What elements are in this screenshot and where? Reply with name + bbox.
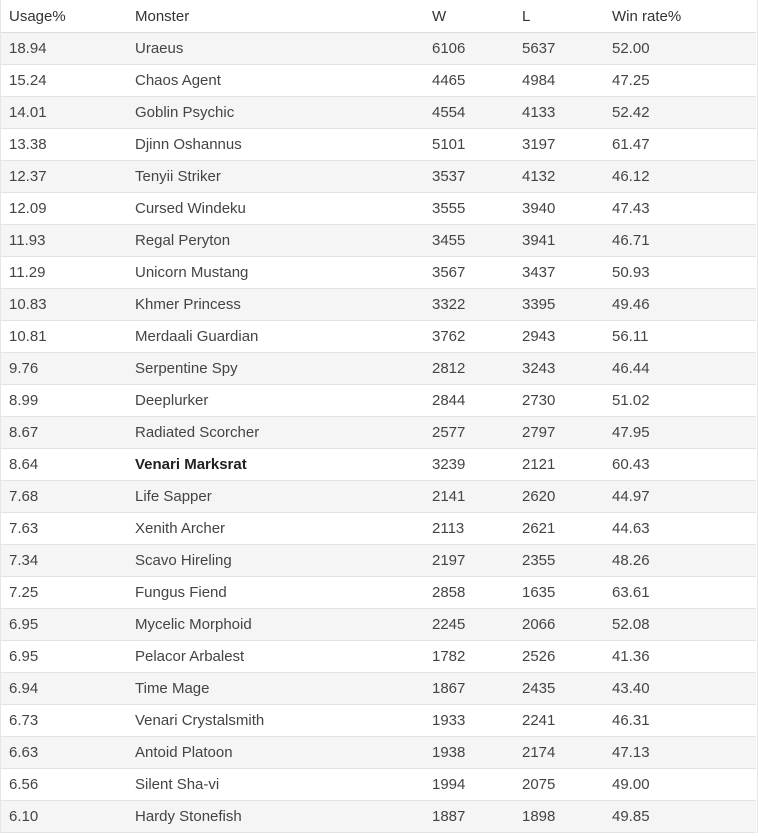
monster-name-cell: Tenyii Striker [127, 161, 424, 193]
win-rate-cell: 48.26 [604, 545, 756, 577]
table-row [1, 545, 756, 577]
usage-cell: 6.73 [1, 705, 127, 737]
losses-cell: 2620 [514, 481, 604, 513]
losses-cell: 1635 [514, 577, 604, 609]
win-rate-cell: 60.43 [604, 449, 756, 481]
wins-cell: 1887 [424, 801, 514, 833]
table-row [1, 129, 756, 161]
losses-cell: 2621 [514, 513, 604, 545]
usage-cell: 13.38 [1, 129, 127, 161]
table-row [1, 161, 756, 193]
win-rate-cell: 52.08 [604, 609, 756, 641]
wins-cell: 3537 [424, 161, 514, 193]
usage-cell: 15.24 [1, 65, 127, 97]
win-rate-cell: 61.47 [604, 129, 756, 161]
losses-cell: 1898 [514, 801, 604, 833]
table-row [1, 705, 756, 737]
win-rate-cell: 51.02 [604, 385, 756, 417]
table-row [1, 513, 756, 545]
wins-cell: 2858 [424, 577, 514, 609]
monster-name-cell: Antoid Platoon [127, 737, 424, 769]
losses-cell: 3940 [514, 193, 604, 225]
wins-cell: 3567 [424, 257, 514, 289]
table-row [1, 449, 756, 481]
monster-name-cell: Goblin Psychic [127, 97, 424, 129]
usage-cell: 8.67 [1, 417, 127, 449]
win-rate-cell: 63.61 [604, 577, 756, 609]
losses-cell: 2797 [514, 417, 604, 449]
usage-cell: 7.68 [1, 481, 127, 513]
win-rate-cell: 52.42 [604, 97, 756, 129]
losses-cell: 3395 [514, 289, 604, 321]
monster-stats-table [1, 0, 756, 833]
win-rate-cell: 56.11 [604, 321, 756, 353]
table-row [1, 801, 756, 833]
win-rate-cell: 46.71 [604, 225, 756, 257]
wins-cell: 1994 [424, 769, 514, 801]
win-rate-cell: 49.85 [604, 801, 756, 833]
monster-name-cell: Time Mage [127, 673, 424, 705]
usage-cell: 7.25 [1, 577, 127, 609]
wins-cell: 2812 [424, 353, 514, 385]
monster-name-cell: Serpentine Spy [127, 353, 424, 385]
monster-name-cell: Khmer Princess [127, 289, 424, 321]
losses-cell: 3941 [514, 225, 604, 257]
table-row [1, 65, 756, 97]
wins-cell: 6106 [424, 33, 514, 65]
wins-cell: 5101 [424, 129, 514, 161]
monster-name-cell: Uraeus [127, 33, 424, 65]
wins-cell: 2844 [424, 385, 514, 417]
column-header-losses[interactable]: L [514, 0, 604, 33]
win-rate-cell: 44.97 [604, 481, 756, 513]
table-row [1, 769, 756, 801]
usage-cell: 12.09 [1, 193, 127, 225]
losses-cell: 5637 [514, 33, 604, 65]
win-rate-cell: 46.12 [604, 161, 756, 193]
wins-cell: 2141 [424, 481, 514, 513]
usage-cell: 10.81 [1, 321, 127, 353]
table-row [1, 193, 756, 225]
usage-cell: 7.63 [1, 513, 127, 545]
table-row [1, 417, 756, 449]
losses-cell: 2121 [514, 449, 604, 481]
losses-cell: 4132 [514, 161, 604, 193]
column-header-usage[interactable]: Usage% [1, 0, 127, 33]
wins-cell: 2245 [424, 609, 514, 641]
monster-name-cell: Djinn Oshannus [127, 129, 424, 161]
losses-cell: 2241 [514, 705, 604, 737]
monster-name-cell: Fungus Fiend [127, 577, 424, 609]
monster-name-cell: Radiated Scorcher [127, 417, 424, 449]
wins-cell: 3555 [424, 193, 514, 225]
win-rate-cell: 47.25 [604, 65, 756, 97]
column-header-wins[interactable]: W [424, 0, 514, 33]
wins-cell: 2577 [424, 417, 514, 449]
wins-cell: 1933 [424, 705, 514, 737]
losses-cell: 2174 [514, 737, 604, 769]
usage-cell: 7.34 [1, 545, 127, 577]
win-rate-cell: 41.36 [604, 641, 756, 673]
monster-name-cell: Mycelic Morphoid [127, 609, 424, 641]
win-rate-cell: 44.63 [604, 513, 756, 545]
table-row [1, 33, 756, 65]
win-rate-cell: 46.31 [604, 705, 756, 737]
wins-cell: 3322 [424, 289, 514, 321]
monster-name-cell: Life Sapper [127, 481, 424, 513]
usage-cell: 6.56 [1, 769, 127, 801]
table-row [1, 257, 756, 289]
table-row [1, 385, 756, 417]
losses-cell: 2075 [514, 769, 604, 801]
win-rate-cell: 50.93 [604, 257, 756, 289]
monster-name-cell: Chaos Agent [127, 65, 424, 97]
usage-cell: 6.95 [1, 641, 127, 673]
usage-cell: 6.95 [1, 609, 127, 641]
losses-cell: 2526 [514, 641, 604, 673]
table-row [1, 289, 756, 321]
monster-name-cell: Regal Peryton [127, 225, 424, 257]
win-rate-cell: 49.00 [604, 769, 756, 801]
usage-cell: 11.93 [1, 225, 127, 257]
monster-name-cell: Hardy Stonefish [127, 801, 424, 833]
usage-cell: 11.29 [1, 257, 127, 289]
win-rate-cell: 49.46 [604, 289, 756, 321]
monster-name-cell: Silent Sha-vi [127, 769, 424, 801]
column-header-win-rate[interactable]: Win rate% [604, 0, 756, 33]
table-row [1, 97, 756, 129]
header-row [1, 0, 756, 33]
wins-cell: 1938 [424, 737, 514, 769]
win-rate-cell: 43.40 [604, 673, 756, 705]
table-header [1, 0, 756, 33]
wins-cell: 3455 [424, 225, 514, 257]
table-row [1, 673, 756, 705]
table-row [1, 321, 756, 353]
losses-cell: 4984 [514, 65, 604, 97]
wins-cell: 3762 [424, 321, 514, 353]
wins-cell: 1782 [424, 641, 514, 673]
monster-name-cell: Deeplurker [127, 385, 424, 417]
monster-name-cell: Merdaali Guardian [127, 321, 424, 353]
table-row [1, 577, 756, 609]
losses-cell: 3243 [514, 353, 604, 385]
monster-name-cell: Pelacor Arbalest [127, 641, 424, 673]
win-rate-cell: 47.43 [604, 193, 756, 225]
losses-cell: 3437 [514, 257, 604, 289]
table-body [1, 33, 756, 833]
usage-cell: 18.94 [1, 33, 127, 65]
usage-cell: 9.76 [1, 353, 127, 385]
losses-cell: 2943 [514, 321, 604, 353]
monster-name-cell: Xenith Archer [127, 513, 424, 545]
wins-cell: 4465 [424, 65, 514, 97]
usage-cell: 10.83 [1, 289, 127, 321]
usage-cell: 12.37 [1, 161, 127, 193]
monster-name-cell: Venari Marksrat [127, 449, 424, 481]
table-row [1, 737, 756, 769]
losses-cell: 2355 [514, 545, 604, 577]
monster-name-cell: Scavo Hireling [127, 545, 424, 577]
usage-cell: 6.63 [1, 737, 127, 769]
wins-cell: 2197 [424, 545, 514, 577]
win-rate-cell: 52.00 [604, 33, 756, 65]
monster-name-cell: Venari Crystalsmith [127, 705, 424, 737]
win-rate-cell: 46.44 [604, 353, 756, 385]
losses-cell: 2730 [514, 385, 604, 417]
losses-cell: 2066 [514, 609, 604, 641]
usage-cell: 14.01 [1, 97, 127, 129]
table-row [1, 609, 756, 641]
usage-cell: 8.99 [1, 385, 127, 417]
losses-cell: 2435 [514, 673, 604, 705]
table-row [1, 353, 756, 385]
monster-name-cell: Cursed Windeku [127, 193, 424, 225]
win-rate-cell: 47.13 [604, 737, 756, 769]
wins-cell: 1867 [424, 673, 514, 705]
usage-cell: 8.64 [1, 449, 127, 481]
wins-cell: 4554 [424, 97, 514, 129]
table-row [1, 481, 756, 513]
win-rate-cell: 47.95 [604, 417, 756, 449]
wins-cell: 3239 [424, 449, 514, 481]
usage-cell: 6.10 [1, 801, 127, 833]
column-header-monster[interactable]: Monster [127, 0, 424, 33]
losses-cell: 4133 [514, 97, 604, 129]
monster-name-cell: Unicorn Mustang [127, 257, 424, 289]
losses-cell: 3197 [514, 129, 604, 161]
usage-cell: 6.94 [1, 673, 127, 705]
table-row [1, 641, 756, 673]
wins-cell: 2113 [424, 513, 514, 545]
table-row [1, 225, 756, 257]
